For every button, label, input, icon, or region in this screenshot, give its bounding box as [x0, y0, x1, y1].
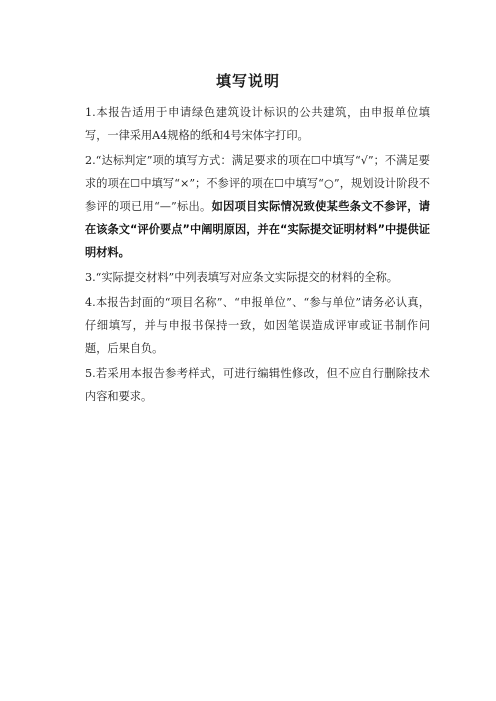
instruction-bold-text: 如因项目实际情况致使某些条文不参评，请在该条文“评价要点”中阐明原因，并在“实际提交证明材料”中提供证明材料。: [85, 200, 430, 259]
instruction-text: 4.本报告封面的“项目名称”、“申报单位”、“参与单位”请务必认真，仔细填写，并与申报书保持一致，如因笔误造成评审或证书制作问题，后果自负。: [85, 296, 430, 355]
instruction-item-2: [85, 149, 430, 264]
instruction-text: 2.“达标判定”项的填写方式：满足要求的项在☐中填写“√”；不满足要求的项在☐中填写“×”；不参评的项在☐中填写“○”，规划设计阶段不参评的项已用“—”标出。: [85, 154, 430, 213]
instruction-text: 5.若采用本报告参考样式，可进行编辑性修改，但不应自行删除技术内容和要求。: [85, 367, 430, 403]
instruction-item-5: [85, 362, 430, 408]
instruction-text: 3.“实际提交材料”中列表填写对应条文实际提交的材料的全称。: [85, 271, 398, 284]
instruction-text: 1.本报告适用于申请绿色建筑设计标识的公共建筑，由申报单位填写，一律采用A4规格的纸和4号宋体字打印。: [85, 106, 430, 142]
instructions-body: [85, 101, 430, 410]
instruction-item-3: [85, 266, 430, 289]
instruction-item-1: [85, 101, 430, 147]
instruction-item-4: [85, 291, 430, 360]
page-title: 填写说明: [215, 72, 280, 90]
